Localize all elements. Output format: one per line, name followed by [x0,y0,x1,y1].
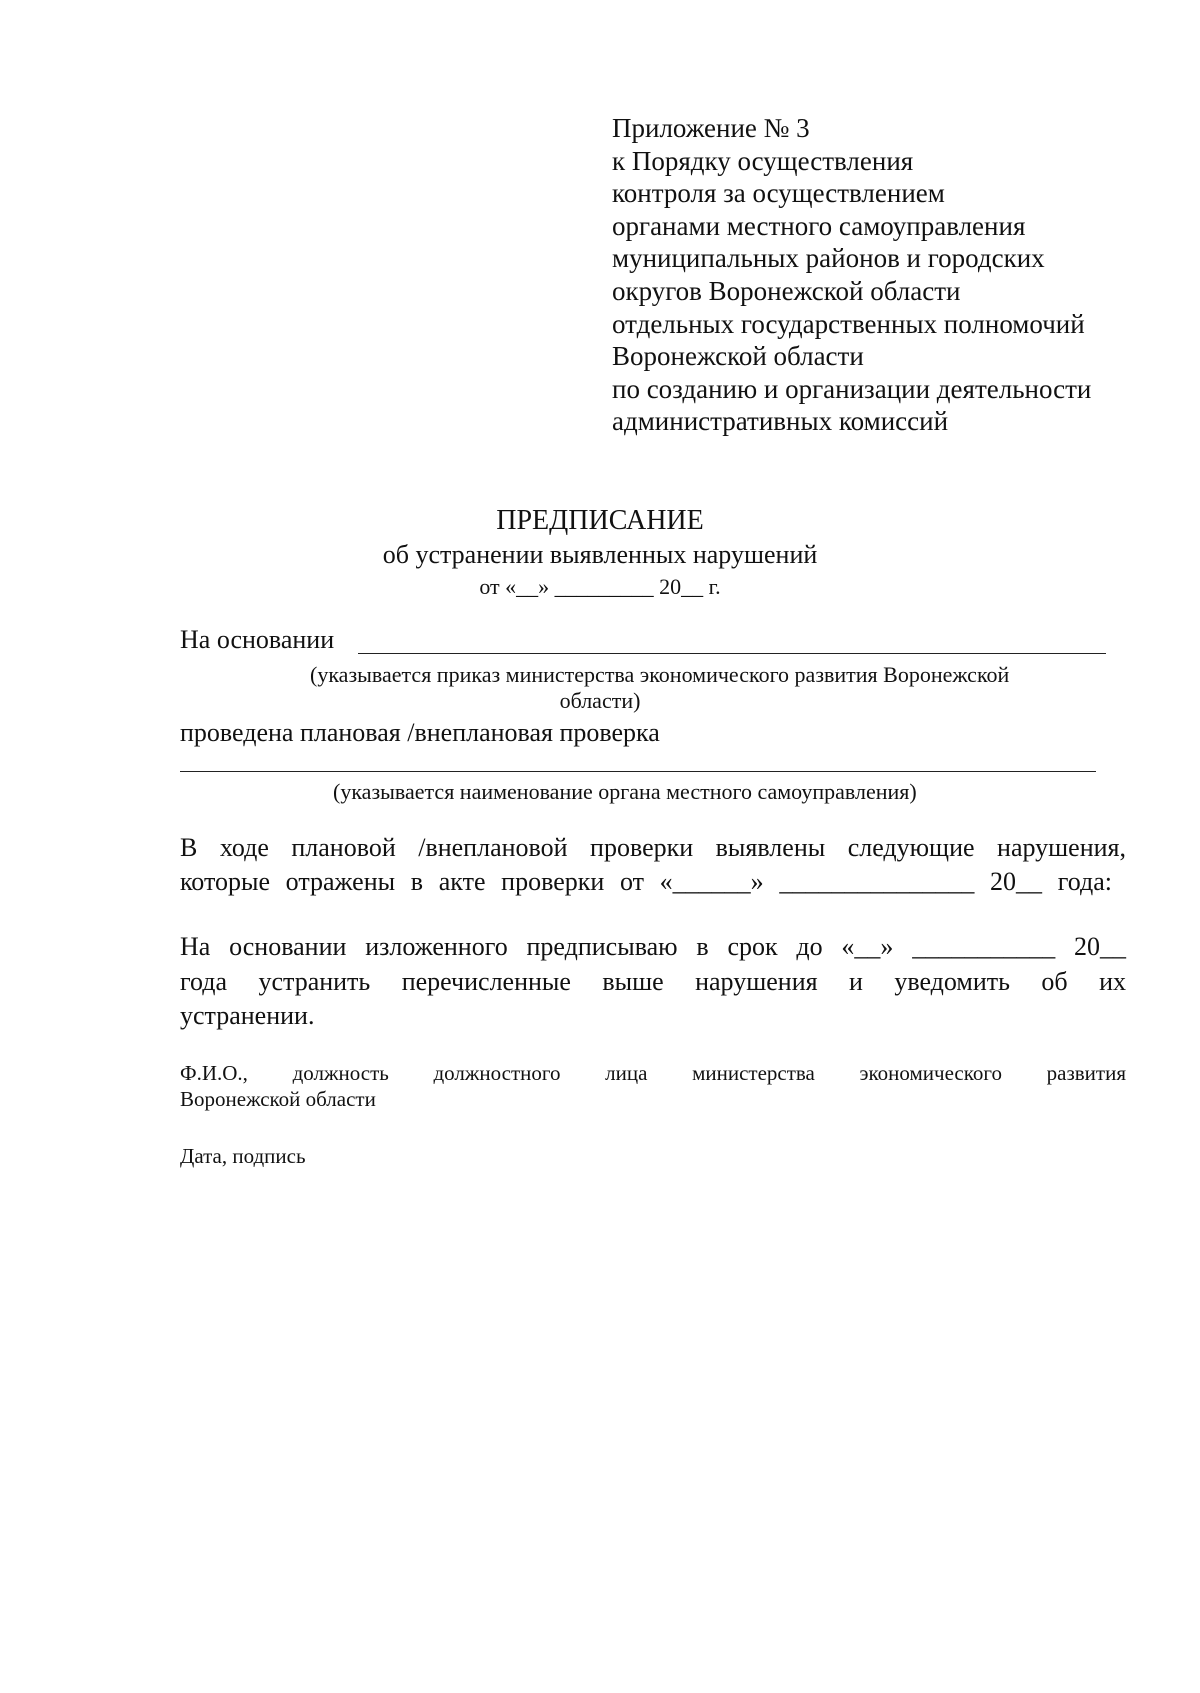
date-signature-label: Дата, подпись [180,1144,306,1168]
violations-line: которые отражены в акте проверки от «______» _______________ 20__ года: [180,867,1112,896]
appendix-line: контроля за осуществлением [612,178,945,209]
appendix-line: административных комиссий [612,406,949,437]
violations-line: В ходе плановой /внеплановой проверки выявлены следующие нарушения, [180,833,1126,862]
appendix-line: Воронежской области [612,341,864,372]
appendix-line: органами местного самоуправления [612,210,1026,241]
appendix-line: по созданию и организации деятельности [612,373,1092,404]
order-line: На основании изложенного предписываю в срок до «__» ___________ 20__ [180,932,1126,961]
official-line: Воронежской области [180,1087,376,1111]
authority-fill-line [180,771,1096,772]
document-title: ПРЕДПИСАНИЕ [496,505,704,536]
appendix-line: Приложение № 3 [612,113,810,143]
appendix-header [612,112,1172,438]
order-line: устранении. [180,1001,315,1030]
inspection-text: проведена плановая /внеплановая проверка [180,718,660,747]
appendix-line: отдельных государственных полномочий [612,308,1085,339]
document-date: от «__» _________ 20__ г. [479,574,721,599]
basis-hint: (указывается приказ министерства экономического развития Воронежской [310,662,1010,687]
appendix-line: округов Воронежской области [612,275,961,306]
basis-hint-continued: области) [559,688,641,713]
authority-hint: (указывается наименование органа местного самоуправления) [333,779,917,804]
order-line: года устранить перечисленные выше нарушения и уведомить об их [180,967,1126,996]
official-line: Ф.И.О., должность должностного лица министерства экономического развития [180,1061,1126,1085]
basis-fill-line [358,653,1106,654]
basis-label: На основании [180,625,335,654]
appendix-line: муниципальных районов и городских [612,243,1045,274]
appendix-line: к Порядку осуществления [612,145,914,176]
document-subtitle: об устранении выявленных нарушений [382,540,818,569]
